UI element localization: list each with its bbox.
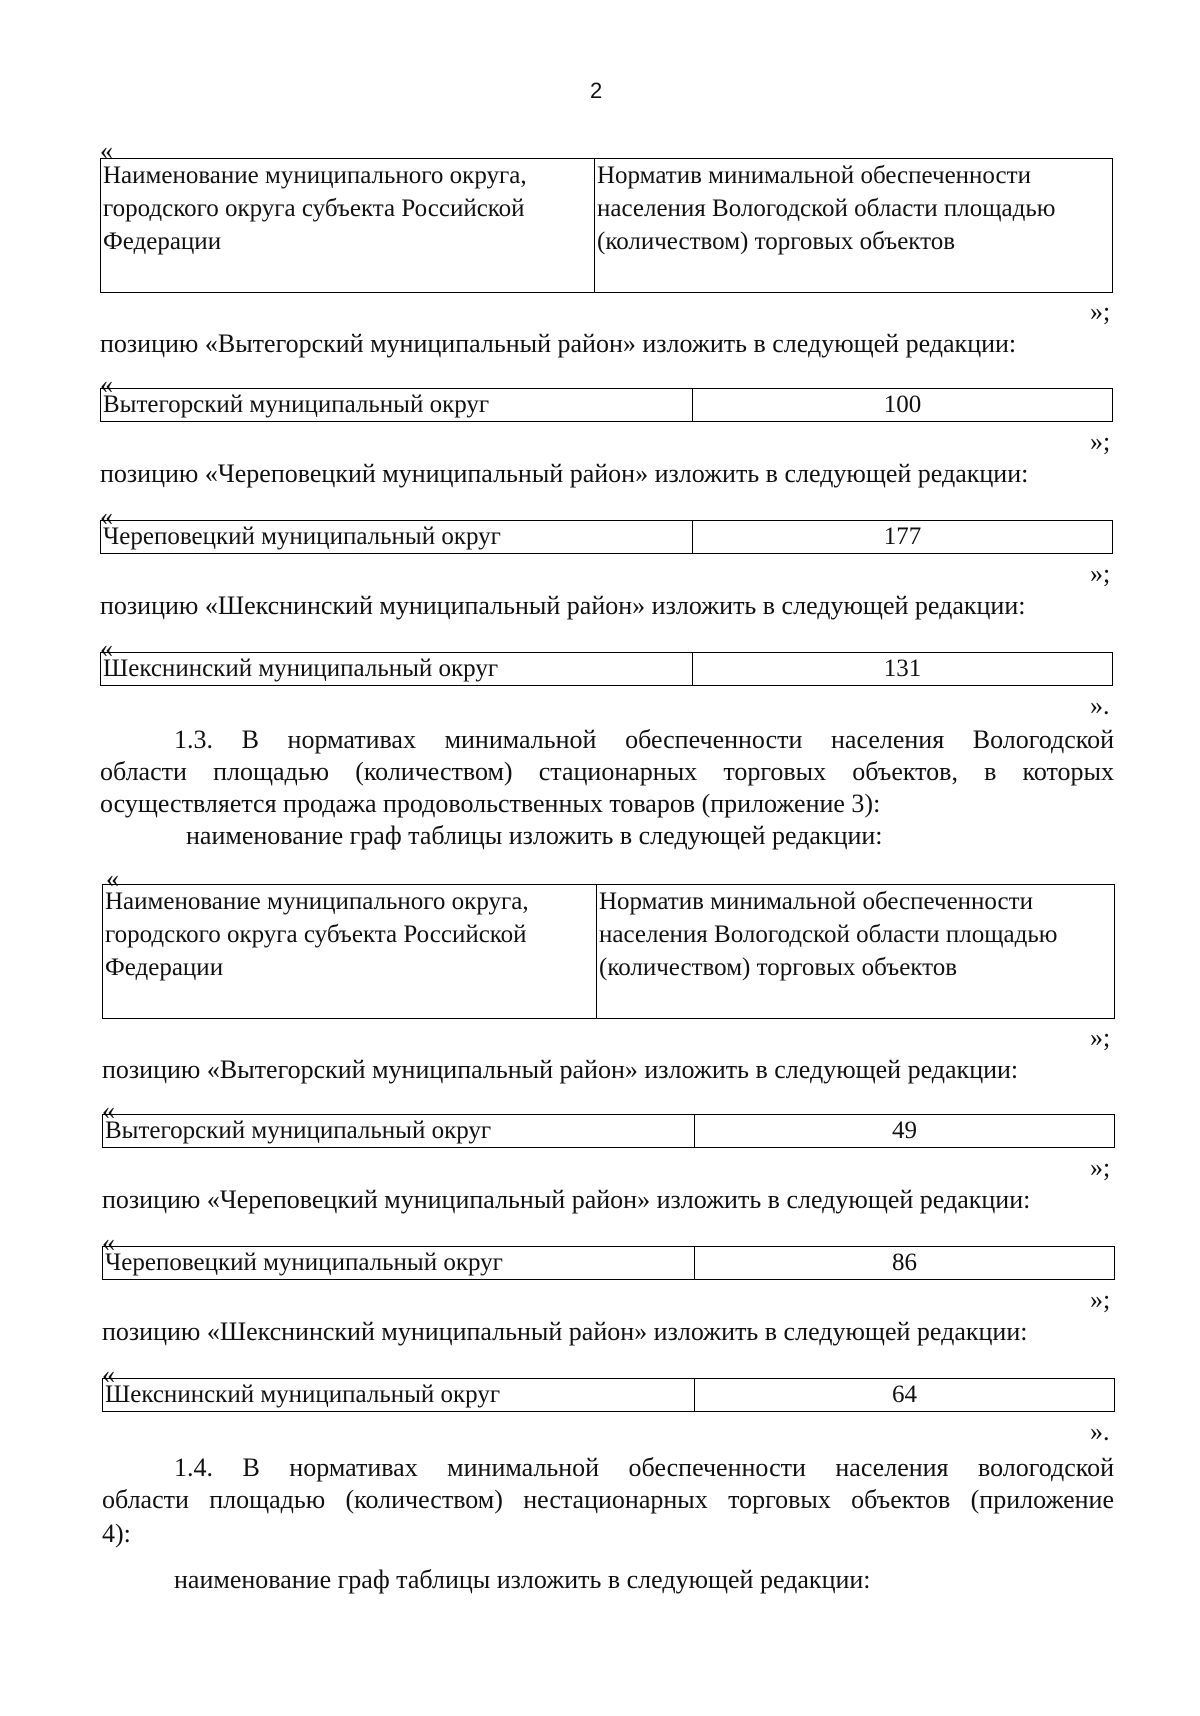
quote-open: « [100, 370, 113, 399]
instruction-text: позицию «Шекснинский муниципальный район» изложить в следующей редакции: [102, 1317, 1028, 1346]
quote-open: « [100, 136, 113, 165]
paragraph-1-4-line2: области площадью (количеством) нестационарных торговых объектов (приложение [102, 1485, 1114, 1514]
row-value: 64 [695, 1379, 1115, 1412]
row-name: Вытегорский муниципальный округ [103, 1115, 695, 1148]
row-name: Шекснинский муниципальный округ [103, 1379, 695, 1412]
row-name: Череповецкий муниципальный округ [101, 521, 693, 554]
instruction-text: позицию «Вытегорский муниципальный район» изложить в следующей редакции: [100, 329, 1017, 358]
quote-close: »; [1090, 427, 1111, 456]
header-col-norm: Норматив минимальной обеспеченности населения Вологодской области площадью (количеством) торговых объектов [595, 159, 1113, 293]
paragraph-1-3-line2: области площадью (количеством) стационарных торговых объектов, в которых [100, 757, 1114, 786]
quote-close: »; [1090, 1153, 1111, 1182]
row-value: 49 [695, 1115, 1115, 1148]
header-table [100, 158, 1113, 293]
position-row [100, 652, 1113, 686]
paragraph-1-3-line1: 1.3. В нормативах минимальной обеспеченности населения Вологодской [174, 725, 1114, 754]
position-row [102, 1378, 1115, 1412]
header-table [102, 884, 1115, 1019]
quote-open: « [102, 1360, 115, 1389]
header-intro-text: наименование граф таблицы изложить в следующей редакции: [186, 821, 883, 850]
instruction-text: позицию «Череповецкий муниципальный район» изложить в следующей редакции: [102, 1185, 1031, 1214]
quote-open: « [100, 634, 113, 663]
row-name: Шекснинский муниципальный округ [101, 653, 693, 686]
row-value: 131 [693, 653, 1113, 686]
header-col-municipality: Наименование муниципального округа, городского округа субъекта Российской Федерации [101, 159, 595, 293]
row-value: 86 [695, 1247, 1115, 1280]
quote-open: « [106, 864, 119, 893]
position-row [100, 520, 1113, 554]
quote-open: « [102, 1228, 115, 1257]
row-name: Череповецкий муниципальный округ [103, 1247, 695, 1280]
position-row [102, 1246, 1115, 1280]
header-col-norm: Норматив минимальной обеспеченности населения Вологодской области площадью (количеством) торговых объектов [597, 885, 1115, 1019]
instruction-text: позицию «Шекснинский муниципальный район» изложить в следующей редакции: [100, 591, 1026, 620]
instruction-text: позицию «Вытегорский муниципальный район» изложить в следующей редакции: [102, 1055, 1019, 1084]
header-intro-text: наименование граф таблицы изложить в следующей редакции: [174, 1565, 871, 1594]
row-name: Вытегорский муниципальный округ [101, 389, 693, 422]
row-value: 100 [693, 389, 1113, 422]
instruction-text: позицию «Череповецкий муниципальный район» изложить в следующей редакции: [100, 459, 1029, 488]
quote-close: »; [1090, 1023, 1111, 1052]
quote-close: »; [1090, 297, 1111, 326]
quote-close: ». [1090, 691, 1110, 720]
page-number: 2 [590, 78, 603, 103]
quote-close: ». [1090, 1417, 1110, 1446]
quote-close: »; [1090, 1285, 1111, 1314]
paragraph-1-4-line3: 4): [102, 1519, 131, 1548]
row-value: 177 [693, 521, 1113, 554]
position-row [100, 388, 1113, 422]
paragraph-1-3-line3: осуществляется продажа продовольственных товаров (приложение 3): [100, 789, 881, 818]
quote-open: « [102, 1096, 115, 1125]
quote-open: « [100, 502, 113, 531]
header-col-municipality: Наименование муниципального округа, городского округа субъекта Российской Федерации [103, 885, 597, 1019]
quote-close: »; [1090, 559, 1111, 588]
paragraph-1-4-line1: 1.4. В нормативах минимальной обеспеченности населения вологодской [174, 1453, 1114, 1482]
position-row [102, 1114, 1115, 1148]
